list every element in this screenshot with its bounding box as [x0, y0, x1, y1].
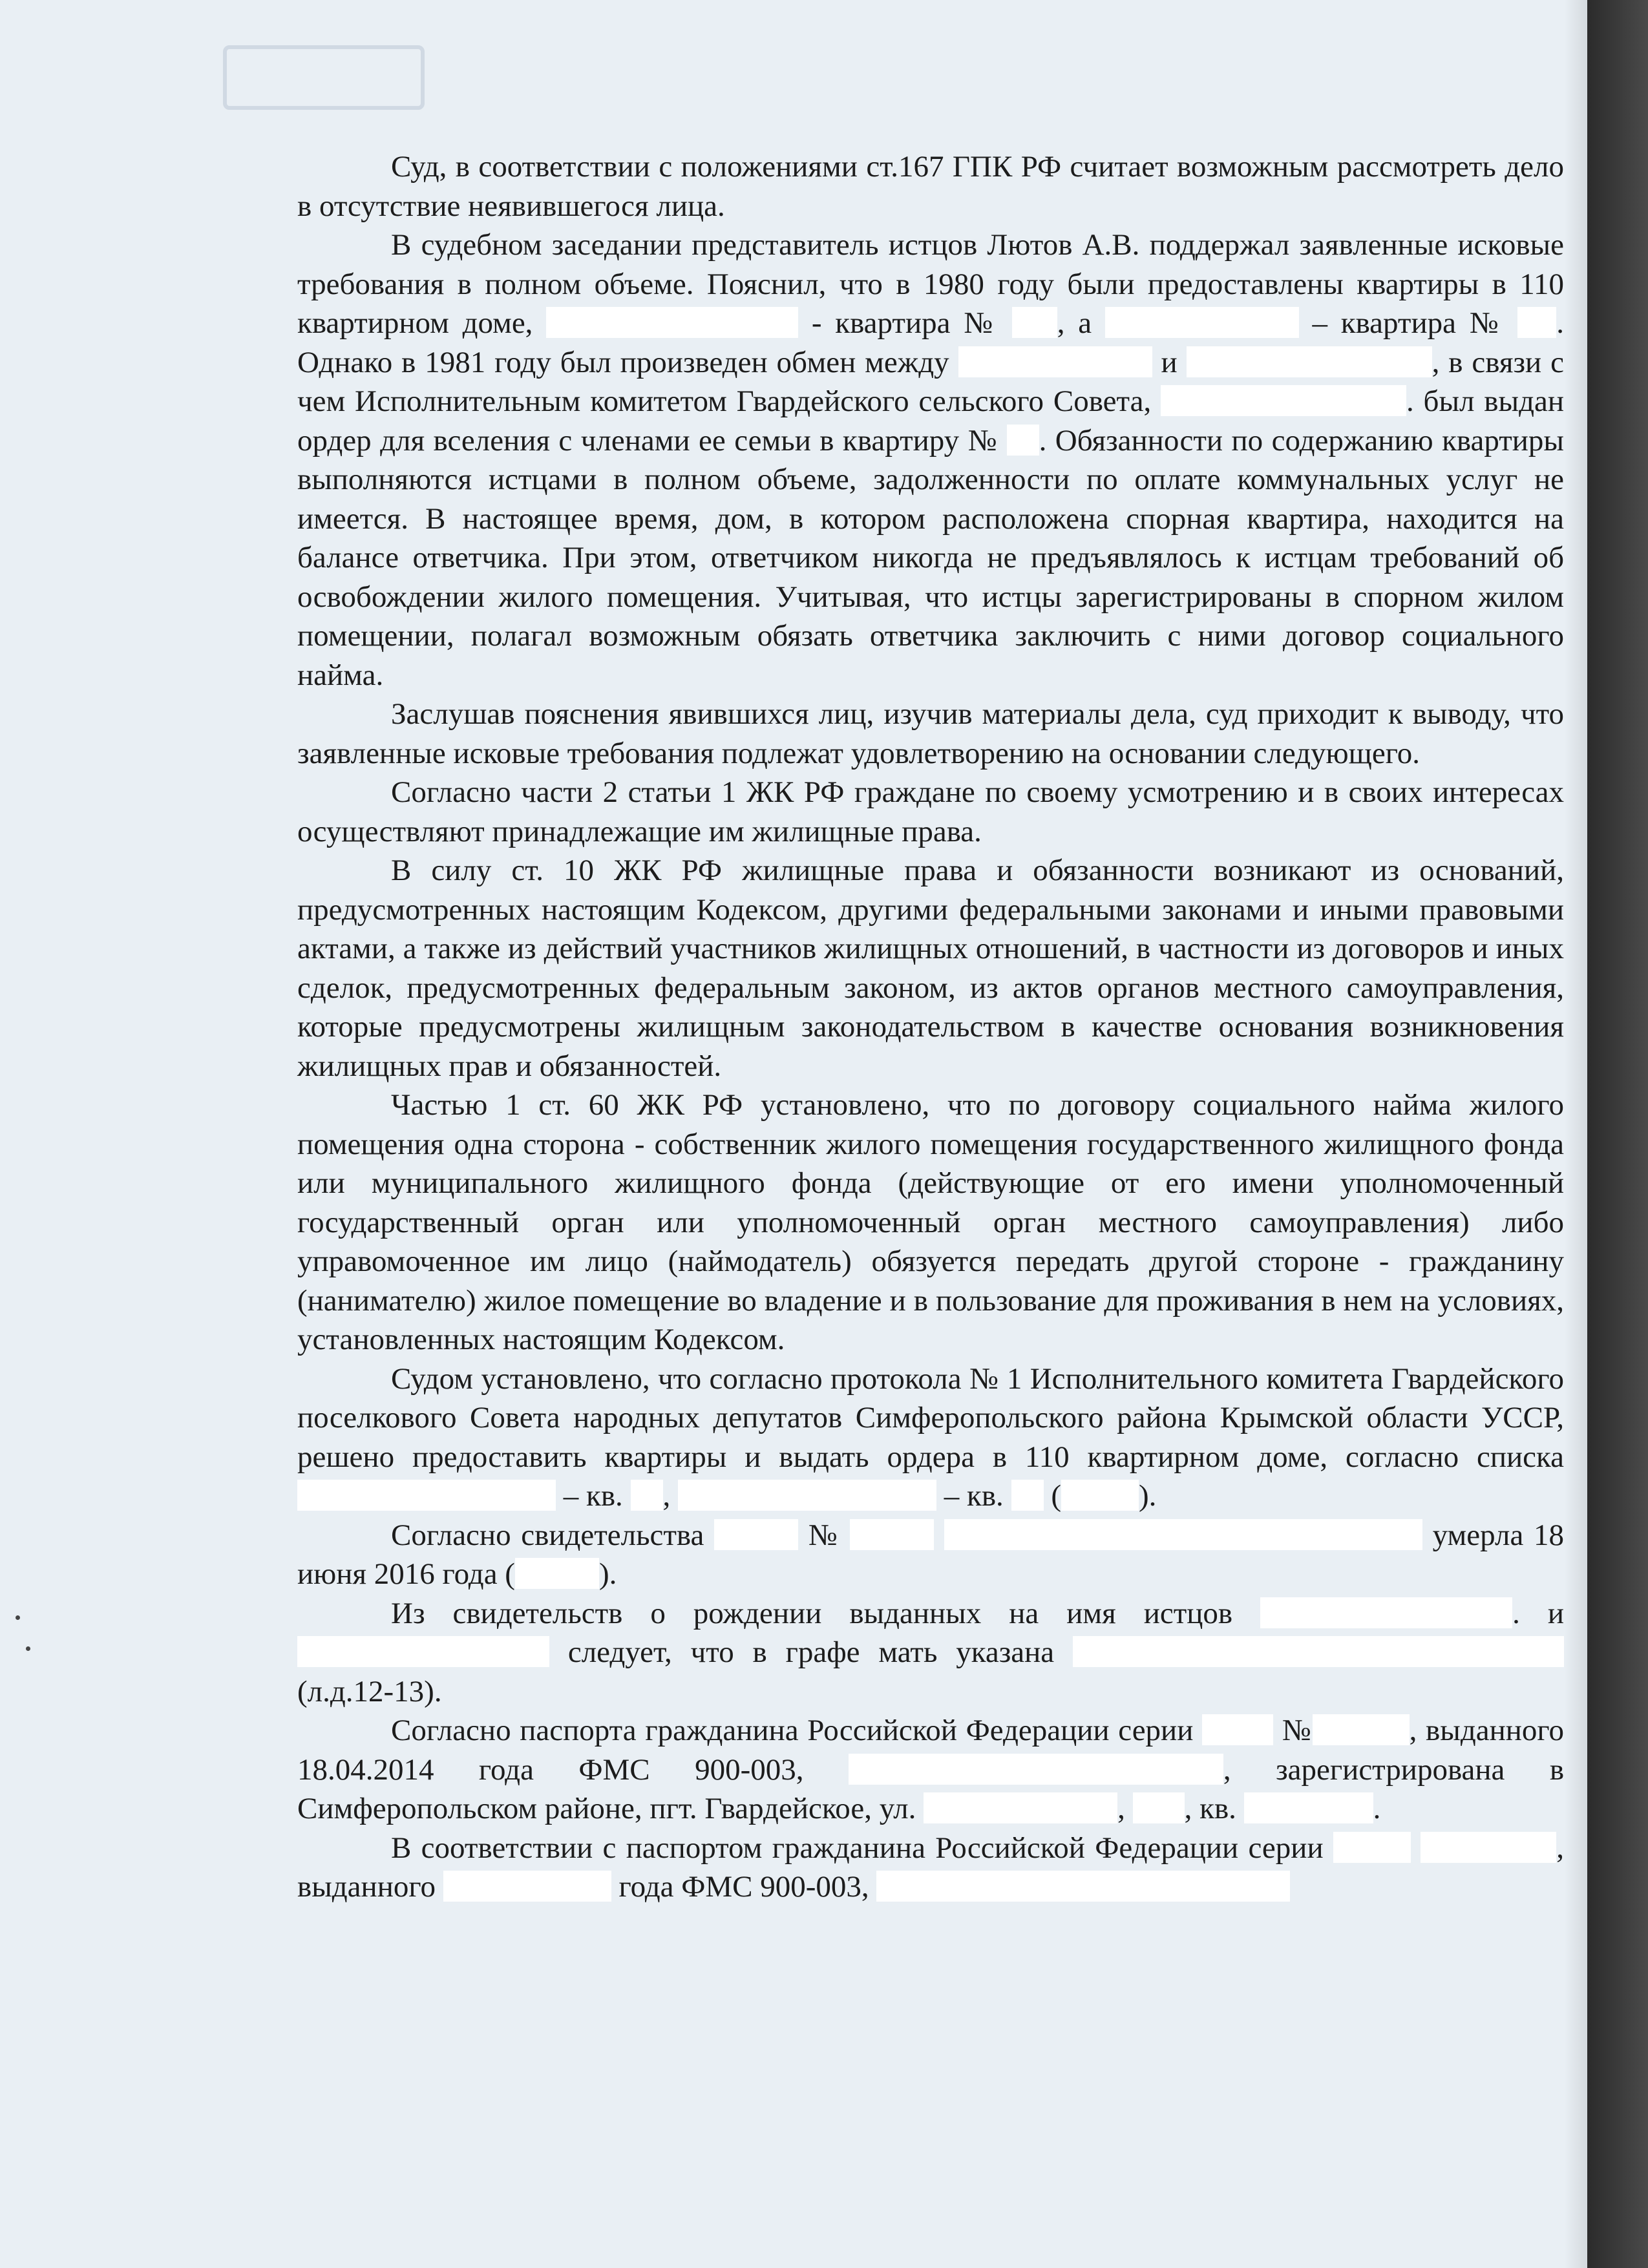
text-segment: В судебном заседании представитель истцов Лютов А.В. поддержал заявленные исковые требования в полном объеме. Пояснил, что в 1980 году были предоставлены квартиры в 110 квартирном доме,	[297, 228, 1564, 340]
redaction-box	[1260, 1597, 1512, 1628]
redaction-box	[631, 1480, 663, 1511]
text-segment: – кв.	[556, 1479, 631, 1513]
text-segment: В соответствии с паспортом гражданина Российской Федерации серии	[391, 1831, 1333, 1865]
redaction-box	[1061, 1480, 1139, 1511]
redaction-box	[1012, 307, 1057, 338]
document-body	[297, 147, 1564, 1907]
text-segment: .	[1373, 1792, 1381, 1825]
text-segment: ).	[598, 1557, 617, 1591]
redaction-box	[678, 1480, 936, 1511]
paragraph	[297, 1711, 1564, 1829]
text-segment: Суд, в соответствии с положениями ст.167 ГПК РФ считает возможным рассмотреть дело в отсутствие неявившегося лица.	[297, 150, 1564, 223]
redaction-box	[1007, 425, 1039, 456]
text-segment: Заслушав пояснения явившихся лиц, изучив материалы дела, суд приходит к выводу, что заявленные исковые требования подлежат удовлетворению на основании следующего.	[297, 697, 1564, 770]
redaction-box	[1073, 1636, 1564, 1667]
redaction-box	[1105, 307, 1299, 338]
paragraph	[297, 1360, 1564, 1516]
text-segment: следует, что в графе мать указана	[549, 1635, 1073, 1669]
redaction-box	[1161, 385, 1406, 416]
redaction-box	[297, 1480, 556, 1511]
redaction-box	[1011, 1480, 1044, 1511]
redaction-box	[850, 1519, 934, 1550]
text-segment: . был выдан ордер для вселения с членами ее семьи в квартиру №	[297, 384, 1564, 457]
scan-speck	[16, 1615, 20, 1620]
text-segment: Частью 1 ст. 60 ЖК РФ установлено, что по договору социального найма жилого помещения одна сторона - собственник жилого помещения государственного жилищного фонда или муниципального жилищного фонда (действующие от его имени уполномоченный государственный орган или уполномоченный орган местного самоуправления) либо управомоченное им лицо (наймодатель) обязуется передать другой стороне - гражданину (нанимателю) жилое помещение во владение и в пользование для проживания в нем на условиях, установленных настоящим Кодексом.	[297, 1088, 1564, 1356]
redaction-box	[876, 1871, 1290, 1902]
text-segment	[1411, 1831, 1421, 1865]
redaction-box	[515, 1558, 599, 1589]
text-segment: , кв.	[1184, 1792, 1244, 1825]
text-segment: Согласно свидетельства	[391, 1518, 715, 1552]
redaction-box	[1421, 1832, 1556, 1863]
redaction-box	[1333, 1832, 1411, 1863]
text-segment: – кв.	[936, 1479, 1011, 1513]
paragraph	[297, 226, 1564, 695]
scan-speck	[26, 1646, 30, 1651]
text-segment: умерла 18 июня 2016 года (	[297, 1518, 1565, 1591]
text-segment: В силу ст. 10 ЖК РФ жилищные права и обязанности возникают из оснований, предусмотренных настоящим Кодексом, другими федеральными законами и иными правовыми актами, а также из действий участников жилищных отношений, в частности из договоров и иных сделок, предусмотренных федеральным законом, из актов органов местного самоуправления, которые предусмотрены жилищным законодательством в качестве основания возникновения жилищных прав и обязанностей.	[297, 854, 1564, 1083]
redaction-box	[1202, 1714, 1273, 1745]
text-segment: , зарегистрирована в Симферопольском районе, пгт. Гвардейское, ул.	[297, 1752, 1565, 1825]
text-segment: и	[1152, 345, 1187, 379]
redaction-box	[443, 1871, 611, 1902]
text-segment: года ФМС 900-003,	[611, 1870, 877, 1904]
redaction-box	[849, 1754, 1223, 1785]
paragraph	[297, 1516, 1564, 1594]
text-segment: - квартира №	[798, 306, 1012, 340]
paragraph	[297, 851, 1564, 1086]
redaction-box	[1244, 1792, 1373, 1823]
text-segment: Согласно части 2 статьи 1 ЖК РФ граждане по своему усмотрению и в своих интересах осуществляют принадлежащие им жилищные права.	[297, 775, 1564, 848]
text-segment: – квартира №	[1298, 306, 1518, 340]
redaction-box	[1517, 307, 1556, 338]
text-segment	[934, 1518, 944, 1552]
text-segment: Из свидетельств о рождении выданных на имя истцов	[391, 1596, 1261, 1630]
paragraph	[297, 147, 1564, 226]
paragraph	[297, 1086, 1564, 1360]
text-segment: ,	[1117, 1792, 1133, 1825]
text-segment: , выданного 18.04.2014 года ФМС 900-003,	[297, 1714, 1565, 1787]
text-segment: . и	[1512, 1596, 1564, 1630]
paragraph	[297, 1594, 1564, 1712]
text-segment: . Однако в 1981 году был произведен обмен между	[297, 306, 1564, 379]
redaction-box	[1133, 1792, 1185, 1823]
scanner-background-edge	[1587, 0, 1648, 2268]
redaction-box	[1313, 1714, 1410, 1745]
redaction-box	[944, 1519, 1422, 1550]
text-segment: , выданного	[297, 1831, 1564, 1904]
redaction-box	[546, 307, 798, 338]
redaction-box	[714, 1519, 798, 1550]
redaction-box	[958, 346, 1152, 377]
text-segment: Судом установлено, что согласно протокола № 1 Исполнительного комитета Гвардейского поселкового Совета народных депутатов Симферопольского района Крымской области УССР, решено предоставить квартиры и выдать ордера в 110 квартирном доме, согласно списка	[297, 1361, 1564, 1474]
redaction-box	[924, 1792, 1117, 1823]
text-segment: №	[1273, 1714, 1313, 1747]
page-shadow	[1564, 0, 1590, 2268]
paragraph	[297, 1829, 1564, 1907]
text-segment: , в связи с чем Исполнительным комитетом Гвардейского сельского Совета,	[297, 345, 1564, 418]
paragraph	[297, 773, 1564, 851]
text-segment: (л.д.12-13).	[297, 1674, 442, 1708]
text-segment: №	[798, 1518, 850, 1552]
text-segment: Согласно паспорта гражданина Российской Федерации серии	[391, 1714, 1203, 1747]
redaction-box	[1187, 346, 1432, 377]
text-segment: . Обязанности по содержанию квартиры выполняются истцами в полном объеме, задолженности по оплате коммунальных услуг не имеется. В настоящее время, дом, в котором расположена спорная квартира, находится на балансе ответчика. При этом, ответчиком никогда не предъявлялось к истцам требований об освобождении жилого помещения. Учитывая, что истцы зарегистрированы в спорном жилом помещении, полагал возможным обязать ответчика заключить с ними договор социального найма.	[297, 423, 1564, 692]
text-segment: , а	[1057, 306, 1105, 340]
paragraph	[297, 695, 1564, 773]
redaction-box	[297, 1636, 549, 1667]
text-segment: ).	[1138, 1479, 1157, 1513]
text-segment: (	[1043, 1479, 1061, 1513]
text-segment: ,	[662, 1479, 679, 1513]
faint-stamp-mark	[223, 45, 425, 110]
